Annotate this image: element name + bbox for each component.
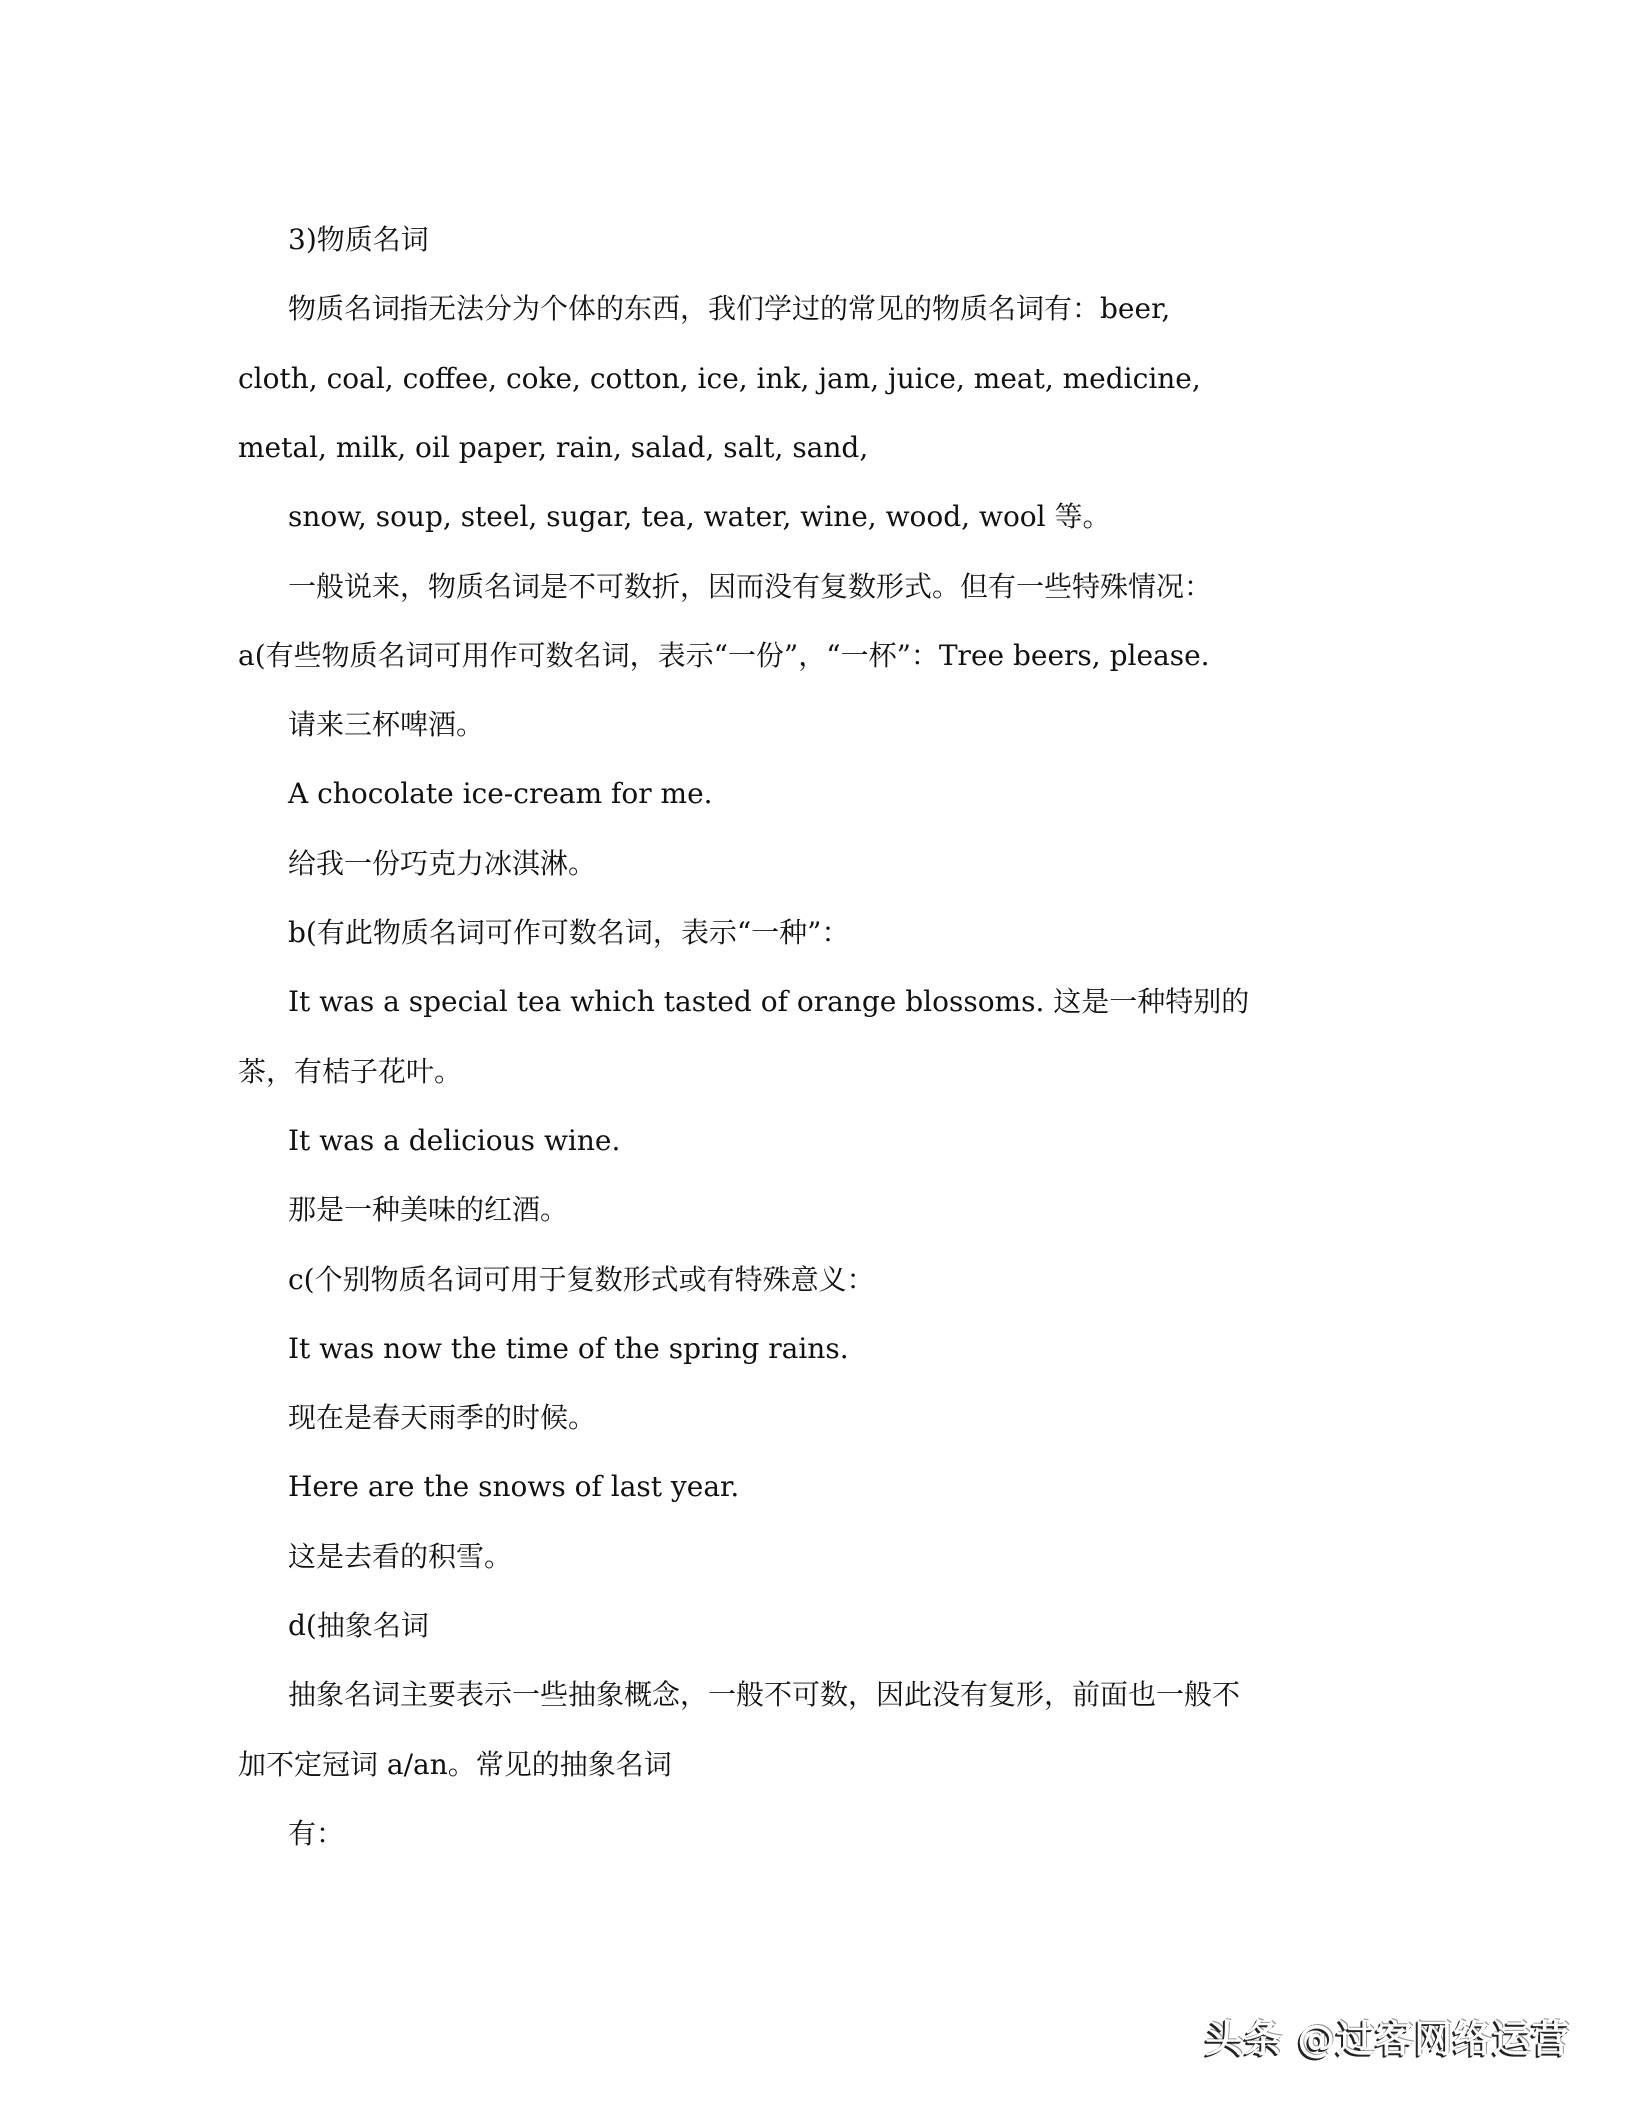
text-line: 加不定冠词 a/an。常见的抽象名词: [238, 1747, 672, 1781]
text-line: It was a special tea which tasted of orange blossoms. 这是一种特别的: [288, 985, 1250, 1019]
text-line: 现在是春天雨季的时候。: [288, 1401, 597, 1435]
text-line: 这是去看的积雪。: [288, 1539, 513, 1573]
text-line: c(个别物质名词可用于复数形式或有特殊意义：: [288, 1262, 875, 1296]
text-line: a(有些物质名词可用作可数名词，表示“一份”，“一杯”：Tree beers, please.: [238, 638, 1210, 672]
text-line: 请来三杯啤酒。: [288, 708, 485, 742]
text-line: 物质名词指无法分为个体的东西，我们学过的常见的物质名词有：beer,: [288, 292, 1171, 326]
text-line: cloth, coal, coffee, coke, cotton, ice, ink, jam, juice, meat, medicine,: [238, 361, 1201, 395]
text-line: It was now the time of the spring rains.: [288, 1331, 849, 1365]
text-line: d(抽象名词: [288, 1609, 429, 1642]
text-line: 茶，有桔子花叶。: [238, 1054, 463, 1088]
text-line: Here are the snows of last year.: [288, 1470, 740, 1504]
text-line: 给我一份巧克力冰淇淋。: [288, 846, 597, 880]
watermark: 头条 @过客网络运营: [1205, 2017, 1571, 2061]
text-line: b(有此物质名词可作可数名词，表示“一种”：: [288, 916, 850, 949]
text-line: A chocolate ice-cream for me.: [288, 777, 713, 811]
text-line: 有：: [288, 1816, 345, 1850]
text-line: metal, milk, oil paper, rain, salad, salt, sand,: [238, 430, 869, 464]
text-line: 一般说来，物质名词是不可数折，因而没有复数形式。但有一些特殊情况：: [288, 569, 1213, 603]
text-line: snow, soup, steel, sugar, tea, water, wine, wood, wool 等。: [288, 500, 1111, 534]
text-line: It was a delicious wine.: [288, 1123, 621, 1157]
text-line: 3)物质名词: [288, 223, 429, 256]
text-line: 抽象名词主要表示一些抽象概念，一般不可数，因此没有复形，前面也一般不: [288, 1678, 1241, 1712]
text-line: 那是一种美味的红酒。: [288, 1193, 569, 1227]
